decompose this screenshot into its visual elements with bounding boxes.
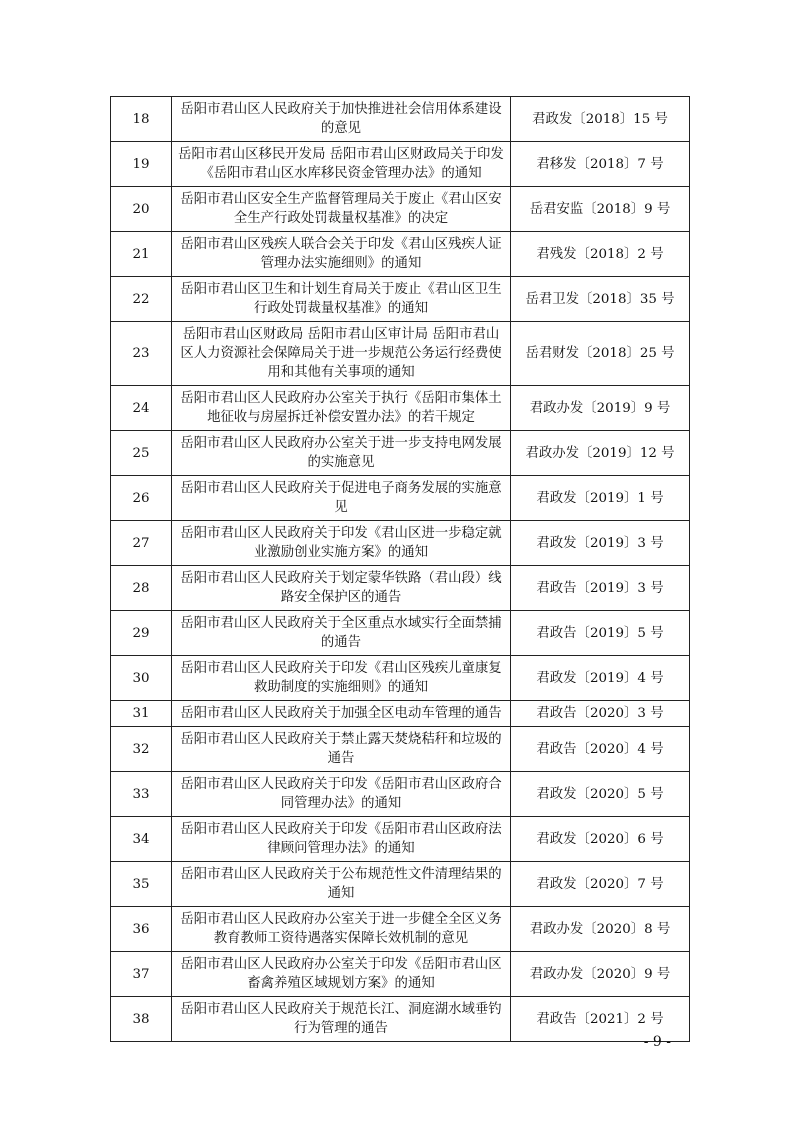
row-number: 19 xyxy=(111,142,172,187)
document-title: 岳阳市君山区人民政府关于划定蒙华铁路（君山段）线路安全保护区的通告 xyxy=(172,566,511,611)
document-title: 岳阳市君山区人民政府关于印发《君山区进一步稳定就业激励创业实施方案》的通知 xyxy=(172,521,511,566)
table-row xyxy=(111,142,690,187)
document-code: 君政办发〔2020〕8 号 xyxy=(511,907,690,952)
document-code: 君政发〔2019〕1 号 xyxy=(511,476,690,521)
document-title: 岳阳市君山区残疾人联合会关于印发《君山区残疾人证管理办法实施细则》的通知 xyxy=(172,232,511,277)
row-number: 18 xyxy=(111,97,172,142)
document-code: 君政发〔2020〕7 号 xyxy=(511,862,690,907)
table-row xyxy=(111,322,690,386)
document-code: 君政发〔2019〕3 号 xyxy=(511,521,690,566)
row-number: 28 xyxy=(111,566,172,611)
document-list-table xyxy=(110,96,690,1042)
table-row xyxy=(111,277,690,322)
document-code: 君政发〔2020〕5 号 xyxy=(511,772,690,817)
row-number: 36 xyxy=(111,907,172,952)
document-code: 君政办发〔2020〕9 号 xyxy=(511,952,690,997)
table-row xyxy=(111,611,690,656)
row-number: 32 xyxy=(111,727,172,772)
table-row xyxy=(111,97,690,142)
row-number: 26 xyxy=(111,476,172,521)
document-code: 君政发〔2020〕6 号 xyxy=(511,817,690,862)
document-code: 君政办发〔2019〕9 号 xyxy=(511,386,690,431)
table-row xyxy=(111,187,690,232)
document-code: 君政告〔2020〕4 号 xyxy=(511,727,690,772)
table-row xyxy=(111,701,690,727)
document-code: 君政发〔2019〕4 号 xyxy=(511,656,690,701)
document-code: 岳君安监〔2018〕9 号 xyxy=(511,187,690,232)
table-row xyxy=(111,727,690,772)
row-number: 38 xyxy=(111,997,172,1042)
document-code: 岳君卫发〔2018〕35 号 xyxy=(511,277,690,322)
table-row xyxy=(111,997,690,1042)
row-number: 27 xyxy=(111,521,172,566)
row-number: 21 xyxy=(111,232,172,277)
row-number: 30 xyxy=(111,656,172,701)
document-title: 岳阳市君山区卫生和计划生育局关于废止《君山区卫生行政处罚裁量权基准》的通知 xyxy=(172,277,511,322)
table-row xyxy=(111,772,690,817)
table-row xyxy=(111,431,690,476)
document-title: 岳阳市君山区人民政府关于印发《岳阳市君山区政府合同管理办法》的通知 xyxy=(172,772,511,817)
table-row xyxy=(111,817,690,862)
document-title: 岳阳市君山区人民政府办公室关于进一步支持电网发展的实施意见 xyxy=(172,431,511,476)
document-title: 岳阳市君山区人民政府关于印发《岳阳市君山区政府法律顾问管理办法》的通知 xyxy=(172,817,511,862)
row-number: 22 xyxy=(111,277,172,322)
row-number: 35 xyxy=(111,862,172,907)
document-title: 岳阳市君山区人民政府办公室关于执行《岳阳市集体土地征收与房屋拆迁补偿安置办法》的若干规定 xyxy=(172,386,511,431)
document-title: 岳阳市君山区安全生产监督管理局关于废止《君山区安全生产行政处罚裁量权基准》的决定 xyxy=(172,187,511,232)
row-number: 37 xyxy=(111,952,172,997)
table-row xyxy=(111,952,690,997)
document-title: 岳阳市君山区人民政府关于全区重点水域实行全面禁捕的通告 xyxy=(172,611,511,656)
document-code: 君移发〔2018〕7 号 xyxy=(511,142,690,187)
row-number: 34 xyxy=(111,817,172,862)
document-title: 岳阳市君山区人民政府关于禁止露天焚烧秸秆和垃圾的通告 xyxy=(172,727,511,772)
table-row xyxy=(111,656,690,701)
row-number: 20 xyxy=(111,187,172,232)
table-row xyxy=(111,566,690,611)
document-title: 岳阳市君山区人民政府办公室关于印发《岳阳市君山区畜禽养殖区域规划方案》的通知 xyxy=(172,952,511,997)
table-row xyxy=(111,386,690,431)
row-number: 24 xyxy=(111,386,172,431)
row-number: 31 xyxy=(111,701,172,727)
document-code: 岳君财发〔2018〕25 号 xyxy=(511,322,690,386)
document-title: 岳阳市君山区移民开发局 岳阳市君山区财政局关于印发《岳阳市君山区水库移民资金管理办法》的通知 xyxy=(172,142,511,187)
table-body xyxy=(111,97,690,1042)
document-code: 君政告〔2019〕5 号 xyxy=(511,611,690,656)
row-number: 33 xyxy=(111,772,172,817)
document-title: 岳阳市君山区人民政府关于促进电子商务发展的实施意见 xyxy=(172,476,511,521)
table-row xyxy=(111,521,690,566)
document-title: 岳阳市君山区人民政府关于公布规范性文件清理结果的通知 xyxy=(172,862,511,907)
table-row xyxy=(111,907,690,952)
document-title: 岳阳市君山区人民政府关于加快推进社会信用体系建设的意见 xyxy=(172,97,511,142)
row-number: 23 xyxy=(111,322,172,386)
document-code: 君政告〔2021〕2 号 xyxy=(511,997,690,1042)
document-code: 君政发〔2018〕15 号 xyxy=(511,97,690,142)
row-number: 29 xyxy=(111,611,172,656)
document-title: 岳阳市君山区人民政府关于加强全区电动车管理的通告 xyxy=(172,701,511,727)
page-number: - 9 - xyxy=(643,1034,671,1050)
document-title: 岳阳市君山区财政局 岳阳市君山区审计局 岳阳市君山区人力资源社会保障局关于进一步规范公务运行经费使用和其他有关事项的通知 xyxy=(172,322,511,386)
table-row xyxy=(111,232,690,277)
row-number: 25 xyxy=(111,431,172,476)
document-title: 岳阳市君山区人民政府关于印发《君山区残疾儿童康复救助制度的实施细则》的通知 xyxy=(172,656,511,701)
document-code: 君政办发〔2019〕12 号 xyxy=(511,431,690,476)
document-title: 岳阳市君山区人民政府关于规范长江、洞庭湖水域垂钓行为管理的通告 xyxy=(172,997,511,1042)
document-code: 君政告〔2019〕3 号 xyxy=(511,566,690,611)
table-row xyxy=(111,862,690,907)
document-code: 君政告〔2020〕3 号 xyxy=(511,701,690,727)
document-title: 岳阳市君山区人民政府办公室关于进一步健全全区义务教育教师工资待遇落实保障长效机制的意见 xyxy=(172,907,511,952)
document-code: 君残发〔2018〕2 号 xyxy=(511,232,690,277)
table-row xyxy=(111,476,690,521)
